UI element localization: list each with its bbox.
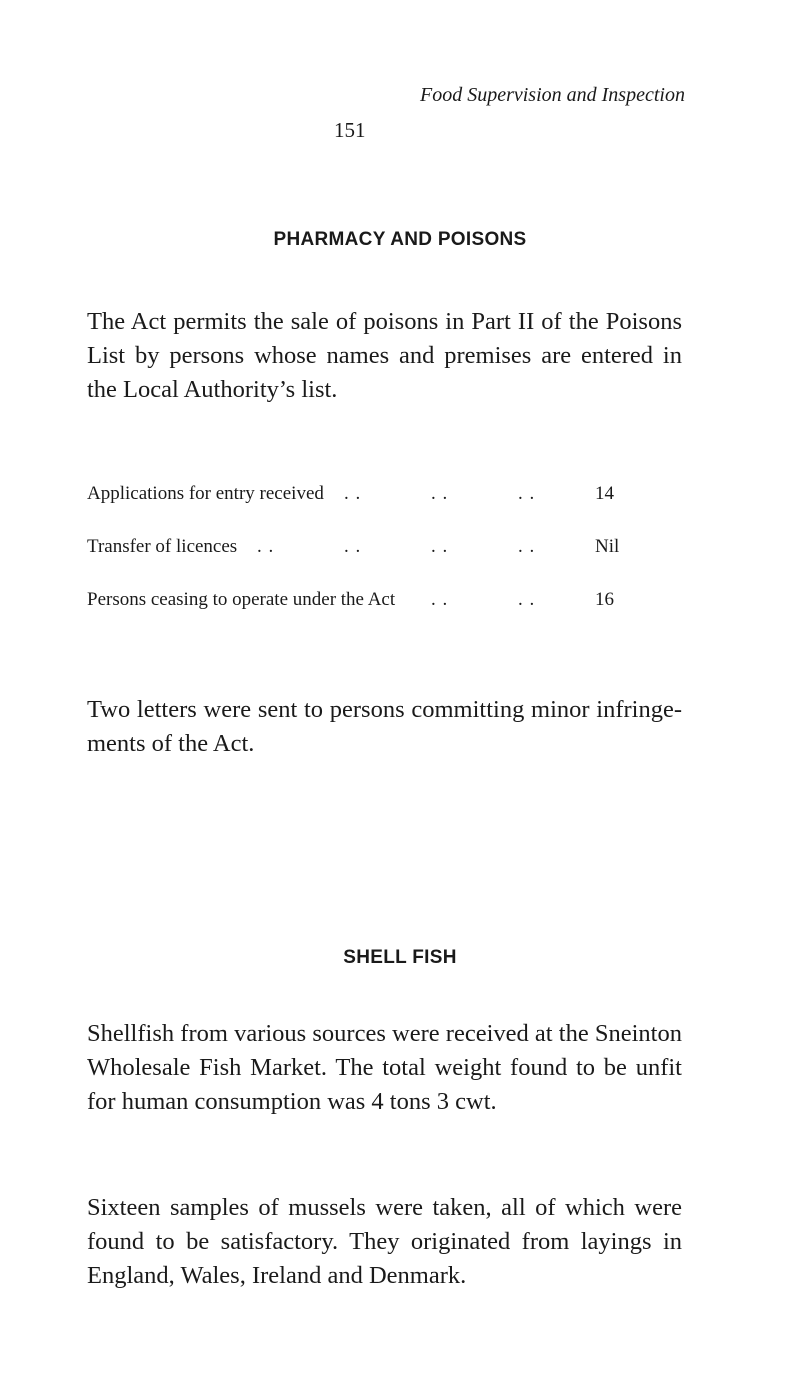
running-header: Food Supervision and Inspection	[420, 84, 685, 106]
stat-value: Nil	[595, 536, 620, 557]
stat-row-persons-ceasing	[87, 589, 627, 615]
shellfish-paragraph-1: Shellfish from various sources were received at the Sneinton Wholesale Fish Market. The total weight found to be unfit for human consumption was 4 tons 3 cwt.	[87, 1020, 682, 1115]
stat-value: 14	[595, 483, 614, 504]
dot-leader: . .	[518, 589, 536, 610]
pharmacy-note-paragraph: Two letters were sent to persons committing minor infringe-ments of the Act.	[87, 696, 682, 757]
shellfish-paragraph-2: Sixteen samples of mussels were taken, all of which were found to be satisfactory. They originated from layings in England, Wales, Ireland and Denmark.	[87, 1194, 682, 1289]
dot-leader: . .	[344, 483, 362, 504]
dot-leader: . .	[431, 589, 449, 610]
stat-row-applications	[87, 483, 627, 509]
stat-label: Transfer of licences	[87, 536, 238, 557]
pharmacy-intro-paragraph: The Act permits the sale of poisons in Part II of the Poisons List by persons whose names and premises are entered in the Local Authority’s list.	[87, 308, 682, 403]
stat-row-transfer-of-licences	[87, 536, 627, 562]
dot-leader: . .	[431, 483, 449, 504]
stat-label: Applications for entry received	[87, 483, 324, 504]
stat-value: 16	[595, 589, 614, 610]
page-number: 151	[334, 118, 366, 142]
section-heading-shell-fish: SHELL FISH	[343, 947, 457, 968]
section-heading-pharmacy-and-poisons: PHARMACY AND POISONS	[273, 229, 527, 250]
stat-label: Persons ceasing to operate under the Act	[87, 589, 396, 610]
dot-leader: . .	[518, 536, 536, 557]
dot-leader: . .	[431, 536, 449, 557]
dot-leader: . .	[518, 483, 536, 504]
dot-leader: . .	[344, 536, 362, 557]
dot-leader: . .	[257, 536, 275, 557]
